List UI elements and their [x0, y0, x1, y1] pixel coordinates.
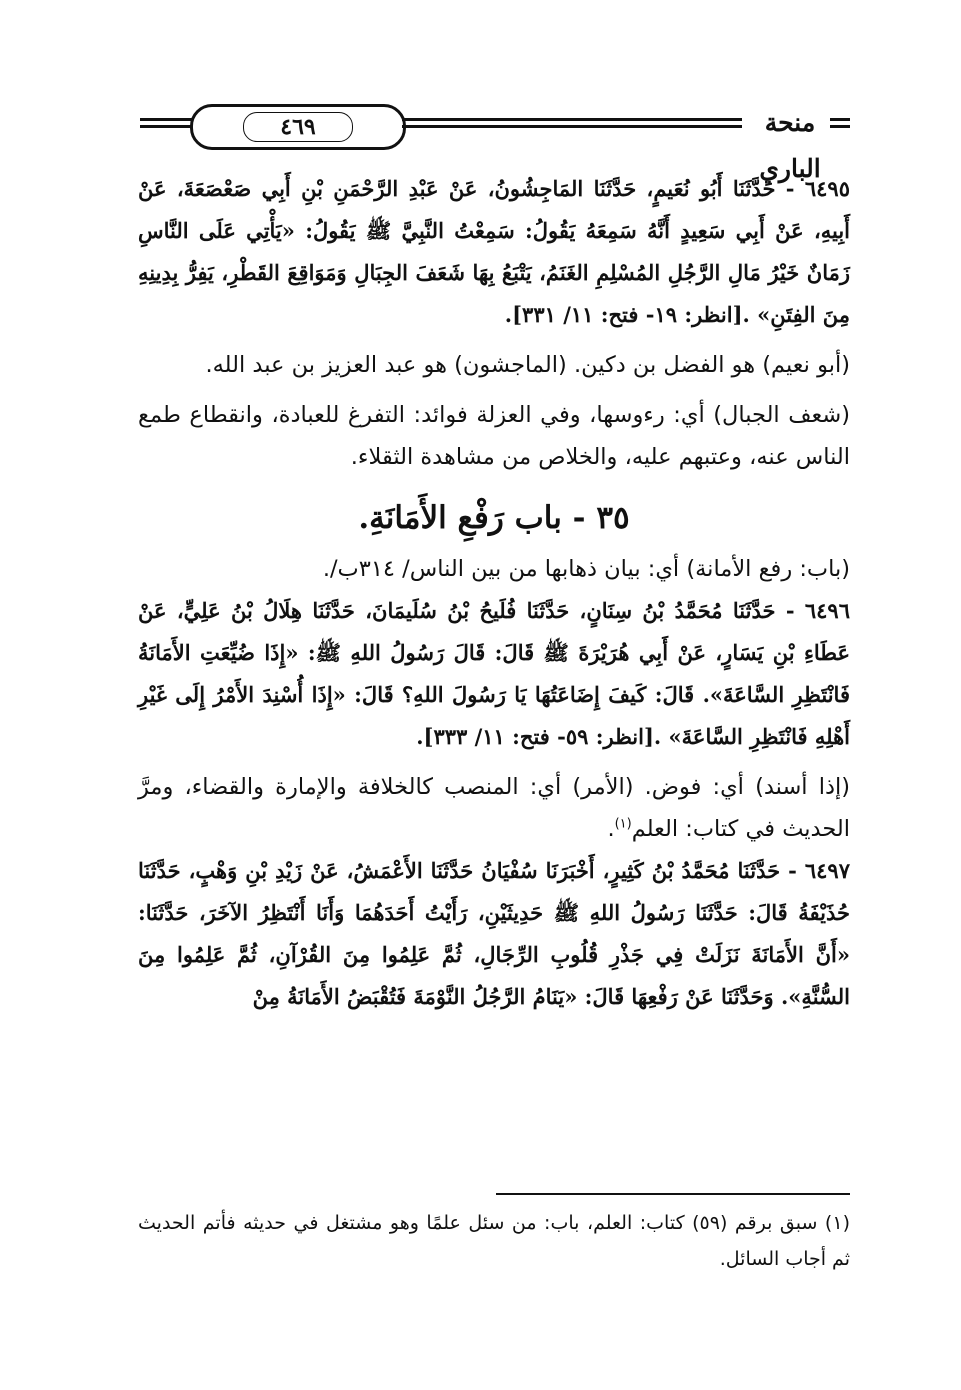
footnote-marker: (١) [614, 816, 632, 832]
chapter-heading: ٣٥ - باب رَفْعِ الأَمَانَةِ. [358, 500, 630, 536]
footnote: (١) سبق برقم (٥٩) كتاب: العلم، باب: من سئل علمًا وهو مشتغل في حديثه فأتم الحديث ثم أجاب السائل. [138, 1212, 850, 1270]
hadith-6496: ٦٤٩٦ - حَدَّثَنَا مُحَمَّدُ بْنُ سِنَانٍ، حَدَّثَنَا فُلَيحُ بْنُ سُلَيمَانَ، حَدَّثَنَا هِلَالُ بْنُ عَلِيٍّ، عَنْ عَطَاءِ بْنِ يَسَارٍ، عَنْ أَبِي هُرَيْرَةَ ﷺ قَالَ: قَالَ رَسُولُ اللهِ ﷺ: «إِذَا ضُيِّعَتِ الأَمَانَةُ فَانْتَظِرِ السَّاعَةَ». قَالَ: كَيفَ إِضَاعَتُهَا يَا رَسُولَ اللهِ؟ قَالَ: «إِذَا أُسْنِدَ الأَمْرُ إِلَى غَيْرِ أَهْلِهِ فَانْتَظِرِ السَّاعَةَ» .[انظر: ٥٩- فتح: ١١/ ٣٣٣]. [138, 598, 850, 749]
page-number-badge [190, 104, 406, 150]
hadith-6497: ٦٤٩٧ - حَدَّثَنَا مُحَمَّدُ بْنُ كَثِيرٍ، أَخْبَرَنَا سُفْيَانُ حَدَّثَنَا الأَعْمَشُ، عَنْ زَيْدِ بْنِ وَهْبٍ، حَدَّثَنَا حُذَيْفَةُ قَالَ: حَدَّثَنَا رَسُولُ اللهِ ﷺ حَدِيثَيْنِ، رَأَيْتُ أَحَدَهُمَا وَأَنَا أَنْتَظِرُ الآخَرَ، حَدَّثَنَا: «أَنَّ الأَمَانَةَ نَزَلَتْ فِي جَذْرِ قُلُوبِ الرِّجَالِ، ثُمَّ عَلِمُوا مِنَ القُرْآنِ، ثُمَّ عَلِمُوا مِنَ السُّنَّةِ». وَحَدَّثَنَا عَنْ رَفْعِهَا قَالَ: «يَنَامُ الرَّجُلُ النَّوْمَةَ فَتُقْبَضُ الأَمَانَةُ مِنْ [138, 858, 850, 1009]
commentary-entrusted-tail: . [607, 816, 615, 842]
commentary-narrators: (أبو نعيم) هو الفضل بن دكين. (الماجشون) هو عبد العزيز بن عبد الله. [205, 352, 850, 378]
page-header [140, 100, 850, 183]
header-rule-middle [402, 118, 742, 132]
commentary-mountain-peaks: (شعف الجبال) أي: رءوسها، وفي العزلة فوائد: التفرغ للعبادة، وانقطاع طمع الناس عنه، وعتبهم عليه، والخلاص من مشاهدة الثقلاء. [138, 402, 850, 470]
hadith-6495: ٦٤٩٥ - حَدَّثَنَا أَبُو نُعَيمٍ، حَدَّثَنَا المَاجِشُونُ، عَنْ عَبْدِ الرَّحْمَنِ بْنِ أَبِي صَعْصَعَةَ، عَنْ أَبِيهِ، عَنْ أَبِي سَعِيدٍ أَنَّهُ سَمِعَهُ يَقُولُ: سَمِعْتُ النَّبِيَّ ﷺ يَقُولُ: «يَأْتِي عَلَى النَّاسِ زَمَانٌ خَيْرُ مَالِ الرَّجُلِ المُسْلِمِ الغَنَمُ، يَتْبَعُ بِهَا شَعَفَ الجِبَالِ وَمَوَاقِعَ القَطْرِ، يَفِرُّ بِدِينِهِ مِنَ الفِتَنِ» .[انظر: ١٩- فتح: ١١/ ٣٣١]. [138, 176, 850, 327]
footnote-divider [496, 1193, 850, 1195]
main-text [138, 168, 850, 1018]
book-title: منحة الباري [759, 108, 821, 183]
commentary-entrusted-text: (إذا أسند) أي: فوض. (الأمر) أي: المنصب كالخلافة والإمارة والقضاء، ومرَّ الحديث في كتاب: العلم [138, 774, 850, 842]
header-rule-right [830, 118, 850, 132]
commentary-chapter: (باب: رفع الأمانة) أي: بيان ذهابها من بين الناس/ ٣١٤ب/. [322, 556, 850, 582]
page-number: ٤٦٩ [243, 112, 352, 142]
commentary-entrusted [138, 766, 850, 850]
